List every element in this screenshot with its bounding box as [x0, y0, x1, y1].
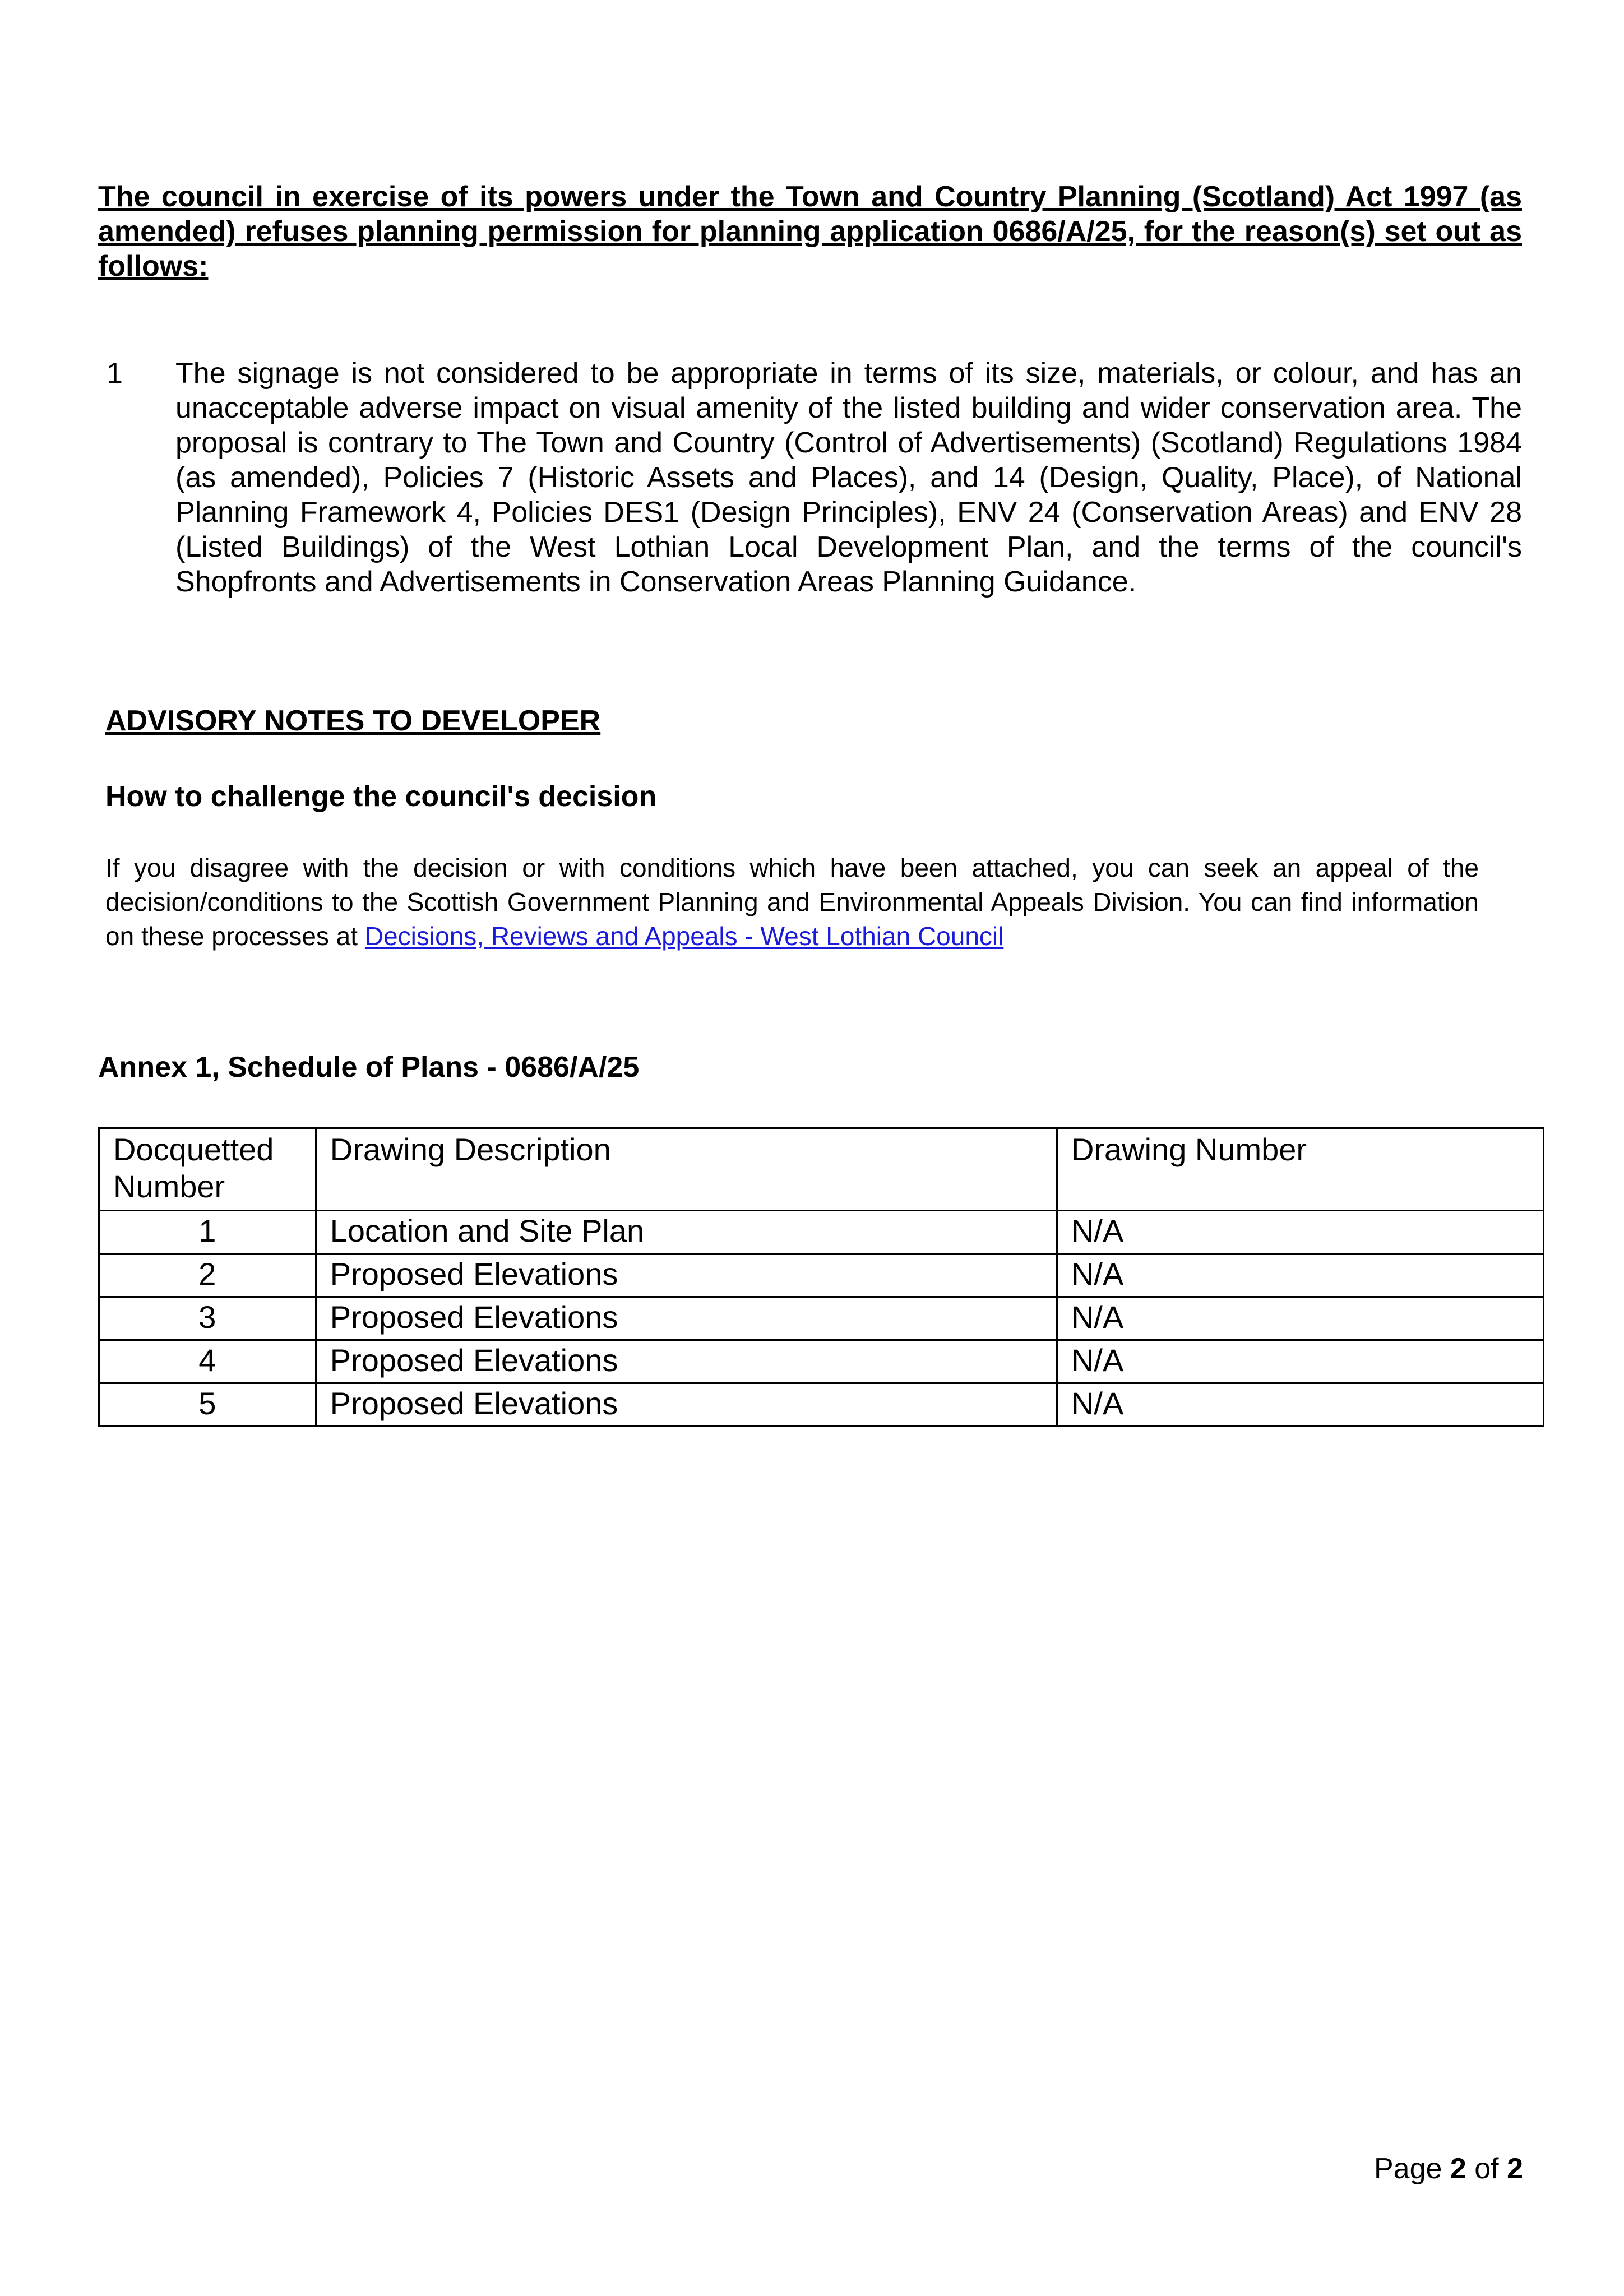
page-current: 2: [1450, 2152, 1466, 2185]
advisory-notes-title: ADVISORY NOTES TO DEVELOPER: [105, 705, 601, 737]
annex-title: Annex 1, Schedule of Plans - 0686/A/25: [98, 1051, 640, 1084]
cell-drawing-description: Proposed Elevations: [316, 1340, 1057, 1383]
table-row: [99, 1254, 1544, 1297]
challenge-text: If you disagree with the decision or with conditions which have been attached, you can seek an appeal of the decision/conditions to the Scottish Government Planning and Environmental Appeals Division. You can find information on these processes at: [105, 853, 1479, 951]
cell-docquetted-number: 3: [99, 1297, 316, 1340]
cell-docquetted-number: 5: [99, 1383, 316, 1427]
reason-text: The signage is not considered to be appropriate in terms of its size, materials, or colour, and has an unacceptable adverse impact on visual amenity of the listed building and wider conservation area. The proposal is contrary to The Town and Country (Control of Advertisements) (Scotland) Regulations 1984 (as amended), Policies 7 (Historic Assets and Places), and 14 (Design, Quality, Place), of National Planning Framework 4, Policies DES1 (Design Principles), ENV 24 (Conservation Areas) and ENV 28 (Listed Buildings) of the West Lothian Local Development Plan, and the terms of the council's Shopfronts and Advertisements in Conservation Areas Planning Guidance.: [175, 357, 1522, 598]
page-prefix: Page: [1374, 2152, 1450, 2185]
header-drawing-number: Drawing Number: [1057, 1128, 1543, 1211]
appeals-link[interactable]: Decisions, Reviews and Appeals - West Lothian Council: [364, 922, 1004, 951]
cell-drawing-description: Proposed Elevations: [316, 1297, 1057, 1340]
cell-drawing-description: Proposed Elevations: [316, 1254, 1057, 1297]
cell-docquetted-number: 4: [99, 1340, 316, 1383]
cell-docquetted-number: 2: [99, 1254, 316, 1297]
table-row: [99, 1211, 1544, 1254]
cell-drawing-description: Proposed Elevations: [316, 1383, 1057, 1427]
header-docquetted-number: Docquetted Number: [99, 1128, 316, 1211]
cell-drawing-number: N/A: [1057, 1254, 1543, 1297]
table-header-row: [99, 1128, 1544, 1211]
cell-drawing-number: N/A: [1057, 1297, 1543, 1340]
cell-drawing-description: Location and Site Plan: [316, 1211, 1057, 1254]
table-row: [99, 1383, 1544, 1427]
header-drawing-description: Drawing Description: [316, 1128, 1057, 1211]
schedule-of-plans-table: [98, 1127, 1544, 1427]
reason-number: 1: [107, 357, 123, 390]
table-row: [99, 1297, 1544, 1340]
reason-item: [98, 356, 1522, 599]
challenge-paragraph: [105, 851, 1479, 953]
cell-docquetted-number: 1: [99, 1211, 316, 1254]
cell-drawing-number: N/A: [1057, 1211, 1543, 1254]
decision-heading: The council in exercise of its powers under the Town and Country Planning (Scotland) Act 1997 (as amended) refuses planning permission for planning application 0686/A/25, for the reason(s) set out as follows:: [98, 180, 1522, 283]
cell-drawing-number: N/A: [1057, 1340, 1543, 1383]
page-total: 2: [1507, 2152, 1523, 2185]
challenge-title: How to challenge the council's decision: [105, 780, 657, 813]
page-middle: of: [1466, 2152, 1507, 2185]
page-number: [1374, 2151, 1523, 2186]
cell-drawing-number: N/A: [1057, 1383, 1543, 1427]
table-row: [99, 1340, 1544, 1383]
